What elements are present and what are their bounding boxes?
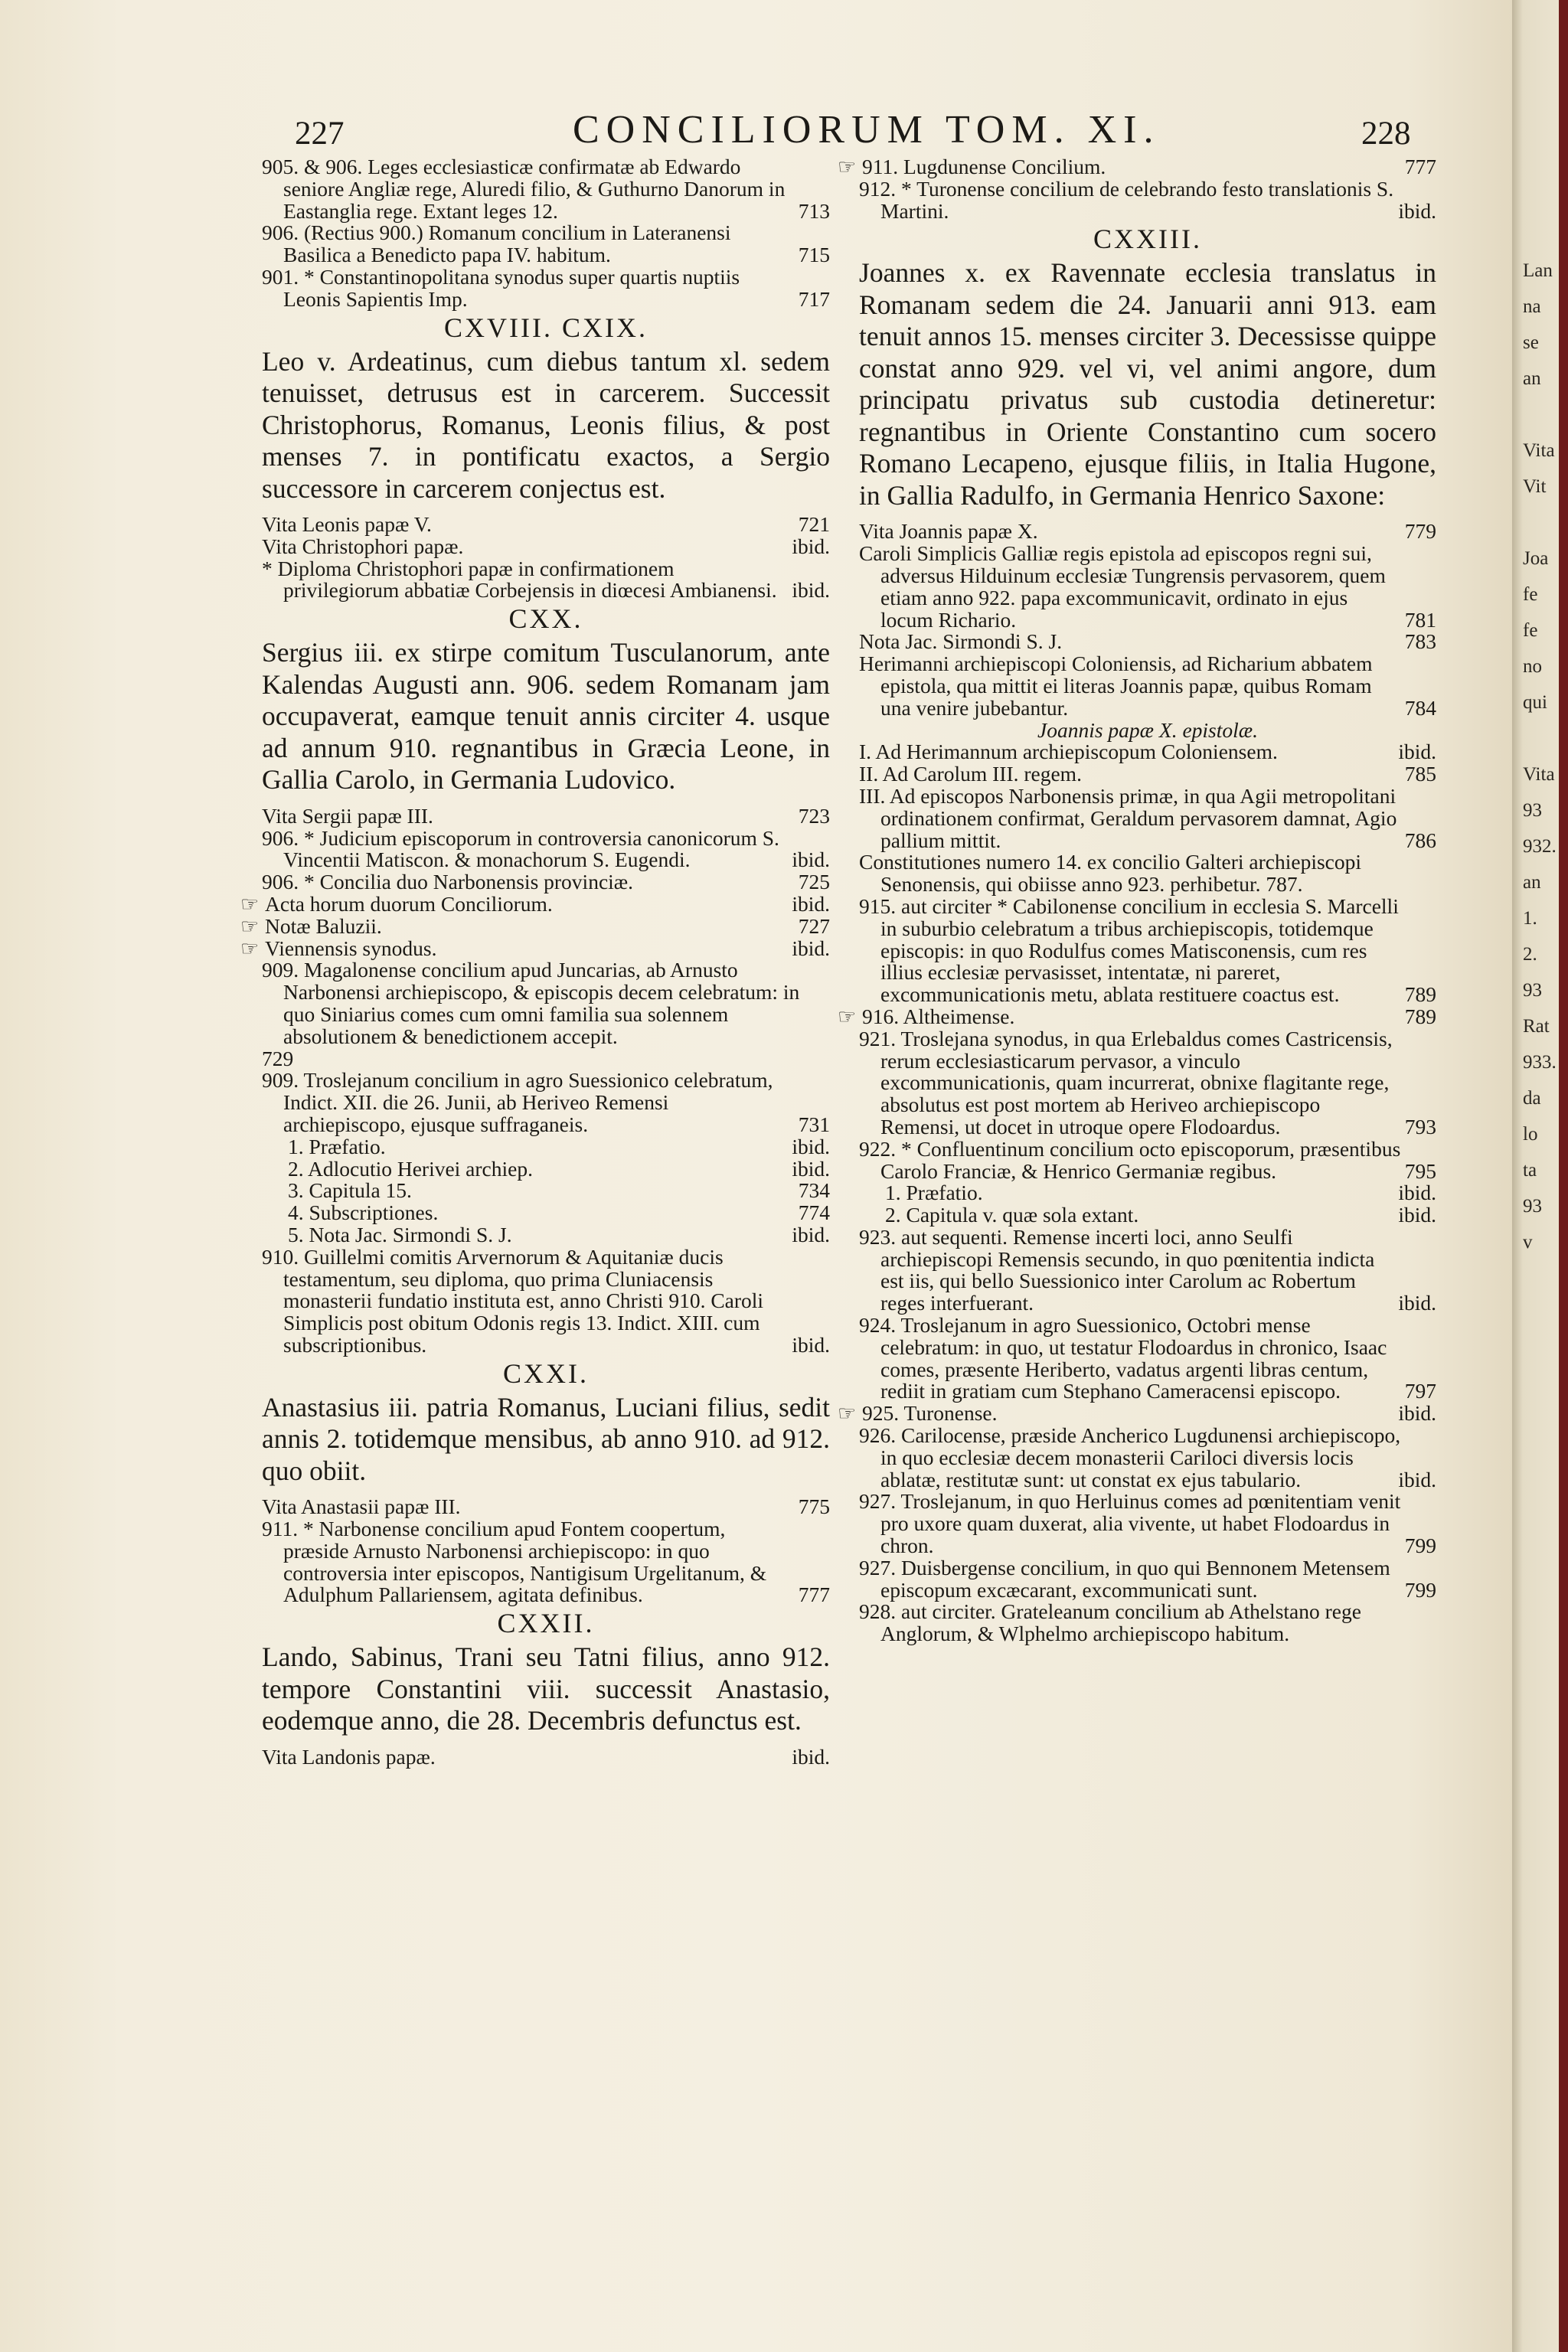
page-reference: ibid. [1398, 1291, 1436, 1315]
page-reference: 786 [1404, 828, 1436, 852]
index-entry [859, 783, 1436, 852]
page-reference: ibid. [792, 578, 830, 603]
entry-text: Herimanni archiepiscopi Coloniensis, ad Richarium abbatem epistola, qua mittit ei literas Joannis papæ, quibus Romam una venire jubebantur. [859, 652, 1373, 720]
entry-text: 912. * Turonense concilium de celebrando festo translationis S. Martini. [859, 176, 1394, 223]
left-column [240, 155, 830, 1769]
index-entry [262, 536, 830, 558]
index-entry [262, 1518, 830, 1606]
entry-text: 1. Præfatio. [288, 1134, 386, 1158]
entry-text: 905. & 906. Leges ecclesiasticæ confirmatæ ab Edwardo seniore Angliæ rege, Aluredi filio, & Guthurno Danorum in Eastanglia rege. Extant leges 12. [262, 155, 786, 223]
page-reference: ibid. [792, 891, 830, 916]
index-entry [859, 1138, 1436, 1183]
index-entry [262, 266, 830, 311]
entry-text: 915. aut circiter * Cabilonense concilium in ecclesia S. Marcelli in suburbio celebratum a tribus archiepiscopis, totidemque episcopis: in quo Rodulfus comes Matisconensis, cum res illius ecclesiæ pervasisset, intentatæ, ni pareret, excommunicationis metu, ablata restituere coactus est. [859, 893, 1399, 1007]
page-reference: 721 [798, 512, 830, 537]
entry-text: 909. Magalonense concilium apud Juncarias, ab Arnusto Narbonensi archiepiscopo, & episcopis decem celebratum: in quo Siniarius comes cum omni familia sua solennem absolutionem & benedictionem accepit. [262, 958, 800, 1048]
entry-text: 927. Duisbergense concilium, in quo qui Bennonem Metensem episcopum excæcarant, excommunicati sunt. [859, 1555, 1390, 1602]
index-entry [262, 805, 830, 828]
entry-text: Caroli Simplicis Galliæ regis epistola ad episcopos regni sui, adversus Hilduinum ecclesiæ Tungrensis pervasorem, quem etiam anno 922. papa excommunicavit, ordinato in ejus locum Richario. [859, 541, 1386, 632]
index-entry [859, 1491, 1436, 1557]
page-reference: 734 [798, 1178, 830, 1203]
index-entry [262, 558, 830, 603]
entry-text: 906. * Judicium episcoporum in controversia canonicorum S. Vincentii Matiscon. & monachorum S. Eugendi. [262, 825, 779, 872]
page-reference: ibid. [792, 848, 830, 872]
pope-paragraph: Leo v. Ardeatinus, cum diebus tantum xl. sedem tenuisset, detrusus est in carcerem. Successit Christophorus, Romanus, Leonis filius, & post menses 7. in pontificatu exactos, a Sergio successore in carcerem conjectus est. [262, 345, 830, 504]
index-entry [859, 763, 1436, 786]
page-reference: ibid. [792, 1156, 830, 1181]
index-entry [262, 1496, 830, 1518]
sub-entry [859, 1182, 1436, 1204]
entry-text: Viennensis synodus. [265, 936, 437, 960]
index-entry [262, 222, 830, 266]
index-entry [859, 1315, 1436, 1403]
page-reference: ibid. [792, 1222, 830, 1246]
entry-text: 5. Nota Jac. Sirmondi S. J. [288, 1222, 512, 1246]
entry-text: Vita Christophori papæ. [262, 534, 464, 558]
entry-text: 901. * Constantinopolitana synodus super quartis nuptiis Leonis Sapientis Imp. [262, 264, 740, 311]
index-entry [859, 521, 1436, 543]
index-entry: ☞ Notæ Baluzii. 727 [240, 913, 830, 938]
pope-paragraph: Anastasius iii. patria Romanus, Luciani filius, sedit annis 2. totidemque mensibus, ab anno 910. ad 912. quo obiit. [262, 1391, 830, 1486]
page-reference: 725 [798, 870, 830, 894]
index-entry [859, 1557, 1436, 1602]
page-reference: 727 [798, 913, 830, 938]
entry-text: 906. (Rectius 900.) Romanum concilium in Lateranensi Basilica a Benedicto papa IV. habitum. [262, 220, 731, 267]
sub-entry [859, 1204, 1436, 1227]
entry-text: Vita Landonis papæ. [262, 1744, 436, 1769]
index-entry [859, 1601, 1436, 1645]
index-entry [859, 653, 1436, 719]
index-entry: ☞ 916. Altheimense. 789 [838, 1004, 1436, 1028]
entry-text: 910. Guillelmi comitis Arvernorum & Aquitaniæ ducis testamentum, seu diploma, quo prima Cluniacensis monasterii fundatio instituta est, anno Christi 910. Caroli Simplicis post obitum Odonis regis 13. Indict. XIII. cum subscriptionibus. [262, 1244, 764, 1357]
index-entry [262, 1048, 830, 1070]
index-entry [859, 1224, 1436, 1315]
index-entry: ☞ Acta horum duorum Conciliorum. ibid. [240, 891, 830, 916]
entry-text: 923. aut sequenti. Remense incerti loci, anno Seulfi archiepiscopi Remensis secundo, in quo pœnitentia indicta est iis, qui bello Suessionico inter Carolum ac Robertum reges interfuerant. [859, 1224, 1375, 1315]
page-reference: 799 [1404, 1534, 1436, 1558]
entry-text: * Diploma Christophori papæ in confirmationem privilegiorum abbatiæ Corbejensis in diœcesi Ambianensi. [262, 556, 777, 603]
page-reference: ibid. [1398, 1467, 1436, 1491]
entry-text: 928. aut circiter. Grateleanum concilium ab Athelstano rege Anglorum, & Wlphelmo archiepiscopo habitum. [859, 1599, 1361, 1646]
index-entry [262, 959, 830, 1047]
page-reference: ibid. [792, 534, 830, 558]
index-entry [859, 741, 1436, 763]
book-binding-edge [1559, 0, 1568, 2352]
entry-text: 3. Capitula 15. [288, 1178, 412, 1203]
page-header [0, 107, 1512, 161]
pope-paragraph: Lando, Sabinus, Trani seu Tatni filius, anno 912. tempore Constantini viii. successit Anastasio, eodemque anno, die 28. Decembris defunctus est. [262, 1642, 830, 1736]
section-number: CXXIII. [1093, 224, 1202, 255]
sub-entry [262, 1224, 830, 1246]
entry-text: III. Ad episcopos Narbonensis primæ, in qua Agii metropolitani ordinationem confirmat, Geraldum pervasorem damnat, Agio pallium mittit. [859, 783, 1397, 852]
page-reference: 799 [1404, 1577, 1436, 1602]
page-reference: 781 [1404, 607, 1436, 632]
entry-text: 2. Adlocutio Herivei archiep. [288, 1156, 533, 1181]
index-entry [859, 851, 1436, 896]
page-reference: ibid. [792, 1744, 830, 1769]
page-reference: 785 [1404, 762, 1436, 786]
entry-text: 2. Capitula v. quæ sola extant. [885, 1203, 1139, 1227]
entry-text: Nota Jac. Sirmondi S. J. [859, 629, 1063, 654]
index-entry [859, 543, 1436, 631]
entry-text: 1. Præfatio. [885, 1181, 983, 1205]
index-entry: ☞ Viennensis synodus. ibid. [240, 936, 830, 960]
entry-text: 729 [262, 1046, 294, 1070]
page-reference: 789 [1404, 1004, 1436, 1028]
index-entry [262, 1746, 830, 1769]
page-reference: 777 [798, 1583, 830, 1607]
subheading: Joannis papæ X. epistolæ. [1037, 717, 1258, 742]
section-number: CXVIII. CXIX. [444, 312, 648, 343]
entry-text: 906. * Concilia duo Narbonensis provinciæ. [262, 870, 634, 894]
index-entry [859, 1028, 1436, 1138]
entry-text: Notæ Baluzii. [265, 913, 382, 938]
page-reference: ibid. [792, 1332, 830, 1357]
index-entry [859, 178, 1436, 223]
entry-text: I. Ad Herimannum archiepiscopum Coloniensem. [859, 740, 1278, 764]
right-column [838, 155, 1436, 1646]
page-reference: 793 [1404, 1114, 1436, 1138]
entry-text: Constitutiones numero 14. ex concilio Galteri archiepiscopi Senonensis, qui obiisse anno 923. perhibetur. 787. [859, 850, 1362, 897]
page-reference: ibid. [1398, 1203, 1436, 1227]
index-entry [262, 1246, 830, 1357]
entry-text: 4. Subscriptiones. [288, 1200, 439, 1225]
index-entry [262, 156, 830, 222]
sub-entry [262, 1202, 830, 1224]
page-reference: 774 [798, 1200, 830, 1225]
page-reference: 779 [1404, 519, 1436, 544]
entry-text: Vita Joannis papæ X. [859, 519, 1038, 544]
pope-paragraph: Joannes x. ex Ravennate ecclesia translatus in Romanam sedem die 24. Januarii anni 913. eam tenuit annos 15. menses circiter 3. Decessisse quippe constat anno 929. vel vi, vel animi angore, dum principatu privatus sub custodia detineretur: regnantibus in Oriente Constantino cum socero Romano Lecapeno, ejusque filiis, in Italia Hugone, in Gallia Radulfo, in Germania Henrico Saxone: [859, 257, 1436, 511]
page-reference: 797 [1404, 1379, 1436, 1403]
index-entry [859, 631, 1436, 653]
page-reference: 775 [798, 1494, 830, 1519]
pope-paragraph: Sergius iii. ex stirpe comitum Tusculanorum, ante Kalendas Augusti ann. 906. sedem Romanam jam occupaverat, eamque tenuit annis circiter 4. usque ad annum 910. regnantibus in Græcia Leone, in Gallia Carolo, in Germania Ludovico. [262, 637, 830, 795]
index-entry: ☞ 911. Lugdunense Concilium. 777 [838, 155, 1436, 178]
entry-text: Vita Leonis papæ V. [262, 512, 432, 537]
page-reference: 784 [1404, 695, 1436, 720]
index-entry [859, 893, 1436, 1007]
page-reference: 723 [798, 803, 830, 828]
entry-text: II. Ad Carolum III. regem. [859, 762, 1082, 786]
page-reference: 713 [798, 198, 830, 223]
page-reference: 795 [1404, 1158, 1436, 1183]
page-reference: ibid. [1398, 740, 1436, 764]
right-page-number: 228 [1361, 116, 1411, 152]
index-entry [262, 514, 830, 536]
page-reference: 717 [798, 286, 830, 311]
page-reference: 731 [798, 1112, 830, 1136]
entry-text: 922. * Confluentinum concilium octo episcoporum, præsentibus Carolo Franciæ, & Henrico Germaniæ regibus. [859, 1136, 1401, 1183]
entry-text: Acta horum duorum Conciliorum. [265, 891, 553, 916]
entry-text: 911. * Narbonense concilium apud Fontem coopertum, præside Arnusto Narbonensi archiepiscopo: in quo controversia inter episcopos, Nantigisum Urgelitanum, & Adulphum Pallariensem, agitata definibus. [262, 1516, 767, 1607]
page-reference: ibid. [1398, 1401, 1436, 1426]
left-page-number: 227 [295, 116, 345, 152]
page-reference: ibid. [792, 936, 830, 960]
section-number: CXXI. [503, 1357, 589, 1389]
page-reference: 777 [1404, 155, 1436, 178]
page-reference: 789 [1404, 982, 1436, 1007]
running-title: CONCILIORUM TOM. XI. [573, 108, 1161, 152]
page-reference: 783 [1404, 629, 1436, 654]
entry-text: Vita Anastasii papæ III. [262, 1494, 461, 1519]
page-reference: ibid. [1398, 198, 1436, 223]
entry-text: Vita Sergii papæ III. [262, 803, 433, 828]
section-number: CXXII. [497, 1608, 595, 1639]
section-number: CXX. [508, 603, 583, 635]
sub-entry [262, 1158, 830, 1181]
page-reference: ibid. [792, 1134, 830, 1158]
entry-text: 927. Troslejanum, in quo Herluinus comes ad pœnitentiam venit pro uxore quam duxerat, alia vivente, ut habet Flodoardus in chron. [859, 1489, 1401, 1558]
index-entry [262, 825, 830, 872]
facing-page-edge [1512, 0, 1568, 2352]
entry-text: 925. Turonense. [862, 1401, 998, 1426]
sub-entry [262, 1136, 830, 1158]
sub-entry [262, 1180, 830, 1202]
entry-text: 921. Troslejana synodus, in qua Erlebaldus comes Castricensis, rerum ecclesiasticarum pervasor, a vinculo excommunicationis, quam incurrerat, obnixe flagitante rege, absolutus est post mortem ab Heriveo archiepiscopo Remensi, ut docet in utroque opere Flodoardus. [859, 1026, 1393, 1138]
entry-text: 909. Troslejanum concilium in agro Suessionico celebratum, Indict. XII. die 26. Junii, ab Heriveo Remensi archiepiscopo, ejusque suffraganeis. [262, 1068, 773, 1136]
entry-text: 924. Troslejanum in agro Suessionico, Octobri mense celebratum: in quo, ut testatur Flodoardus in chronico, Isaac comes, præsente Heriberto, vadatus argenti libras centum, rediit in gratiam cum Stephano Cameracensi episcopo. [859, 1313, 1387, 1403]
page-reference: ibid. [1398, 1181, 1436, 1205]
index-entry [859, 1425, 1436, 1491]
page-reference: 715 [798, 243, 830, 267]
facing-page-fragments: Lan na se an Vita Vit Joa fe fe no qui Vita 93 932. an 1. 2. 93 Rat 933. da lo ta 93 v [1523, 260, 1557, 1253]
index-entry: ☞ 925. Turonense. ibid. [838, 1401, 1436, 1426]
entry-text: 926. Carilocense, præside Ancherico Lugdunensi archiepiscopo, in quo ecclesiæ decem monasterii Cariloci diversis locis ablatæ, restitutæ sunt: ut constat ex ejus tabulario. [859, 1423, 1401, 1491]
entry-text: 911. Lugdunense Concilium. [862, 155, 1106, 178]
entry-text: 916. Altheimense. [862, 1004, 1015, 1028]
index-entry [262, 871, 830, 893]
index-entry [262, 1070, 830, 1135]
